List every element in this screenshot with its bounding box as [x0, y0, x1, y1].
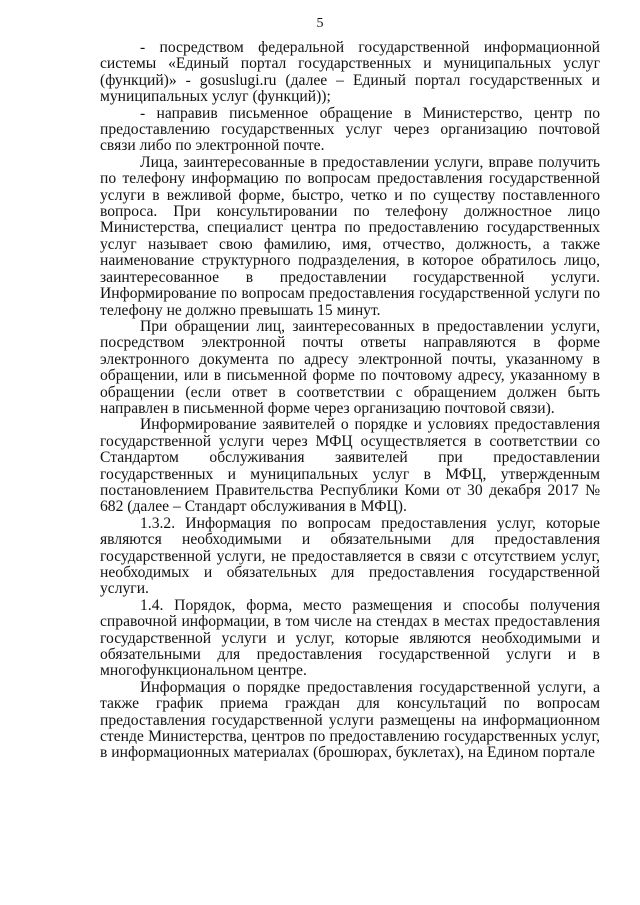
paragraph-info-stands: Информация о порядке предоставления государственной услуги, а также график приема граждан для консультаций по вопросам предоставления государственной услуги размещены на информационном стенде Министерства, центров по предоставлению государственных услуг, в информационных материалах (брошюрах, буклетах), на Едином портале	[100, 678, 600, 762]
paragraph-1-4: 1.4. Порядок, форма, место размещения и способы получения справочной информации, в том числе на стендах в местах предоставления государственной услуги и услуг, которые являются необходимыми и обязательными для предоставления государственной услуги и в многофункциональном центре.	[100, 596, 600, 680]
paragraph-mfc-info: Информирование заявителей о порядке и условиях предоставления государственной услуги через МФЦ осуществляется в соответствии со Стандартом обслуживания заявителей при предоставлении государственных и муниципальных услуг в МФЦ, утвержденным постановлением Правительства Республики Коми от 30 декабря 2017 № 682 (далее – Стандарт обслуживания в МФЦ).	[100, 416, 600, 516]
document-body	[100, 40, 600, 762]
paragraph-email-replies: При обращении лиц, заинтересованных в предоставлении услуги, посредством электронной почты ответы направляются в форме электронного документа по адресу электронной почты, указанному в обращении, или в письменной форме по почтовому адресу, указанному в обращении (если ответ в соответствии с обращением должен быть направлен в письменной форме через организацию почтовой связи).	[100, 317, 600, 417]
paragraph-written-request: - направив письменное обращение в Министерство, центр по предоставлению государственных услуг через организацию почтовой связи либо по электронной почте.	[100, 104, 600, 155]
paragraph-1-3-2: 1.3.2. Информация по вопросам предоставления услуг, которые являются необходимыми и обязательными для предоставления государственной услуги, не предоставляется в связи с отсутствием услуг, необходимых и обязательных для предоставления государственной услуги.	[100, 514, 600, 598]
paragraph-gosuslugi: - посредством федеральной государственной информационной системы «Единый портал государственных и муниципальных услуг (функций)» - gosuslugi.ru (далее – Единый портал государственных и муниципальных услуг (функций));	[100, 39, 600, 106]
page-number: 5	[316, 16, 324, 31]
paragraph-phone-consulting: Лица, заинтересованные в предоставлении услуги, вправе получить по телефону информацию по вопросам предоставления государственной услуги в вежливой форме, быстро, четко и по существу поставленного вопроса. При консультировании по телефону должностное лицо Министерства, специалист центра по предоставлению государственных услуг называет свою фамилию, имя, отчество, должность, а также наименование структурного подразделения, в которое обратилось лицо, заинтересованное в предоставлении государственной услуги. Информирование по вопросам предоставления государственной услуги по телефону не должно превышать 15 минут.	[100, 153, 600, 319]
